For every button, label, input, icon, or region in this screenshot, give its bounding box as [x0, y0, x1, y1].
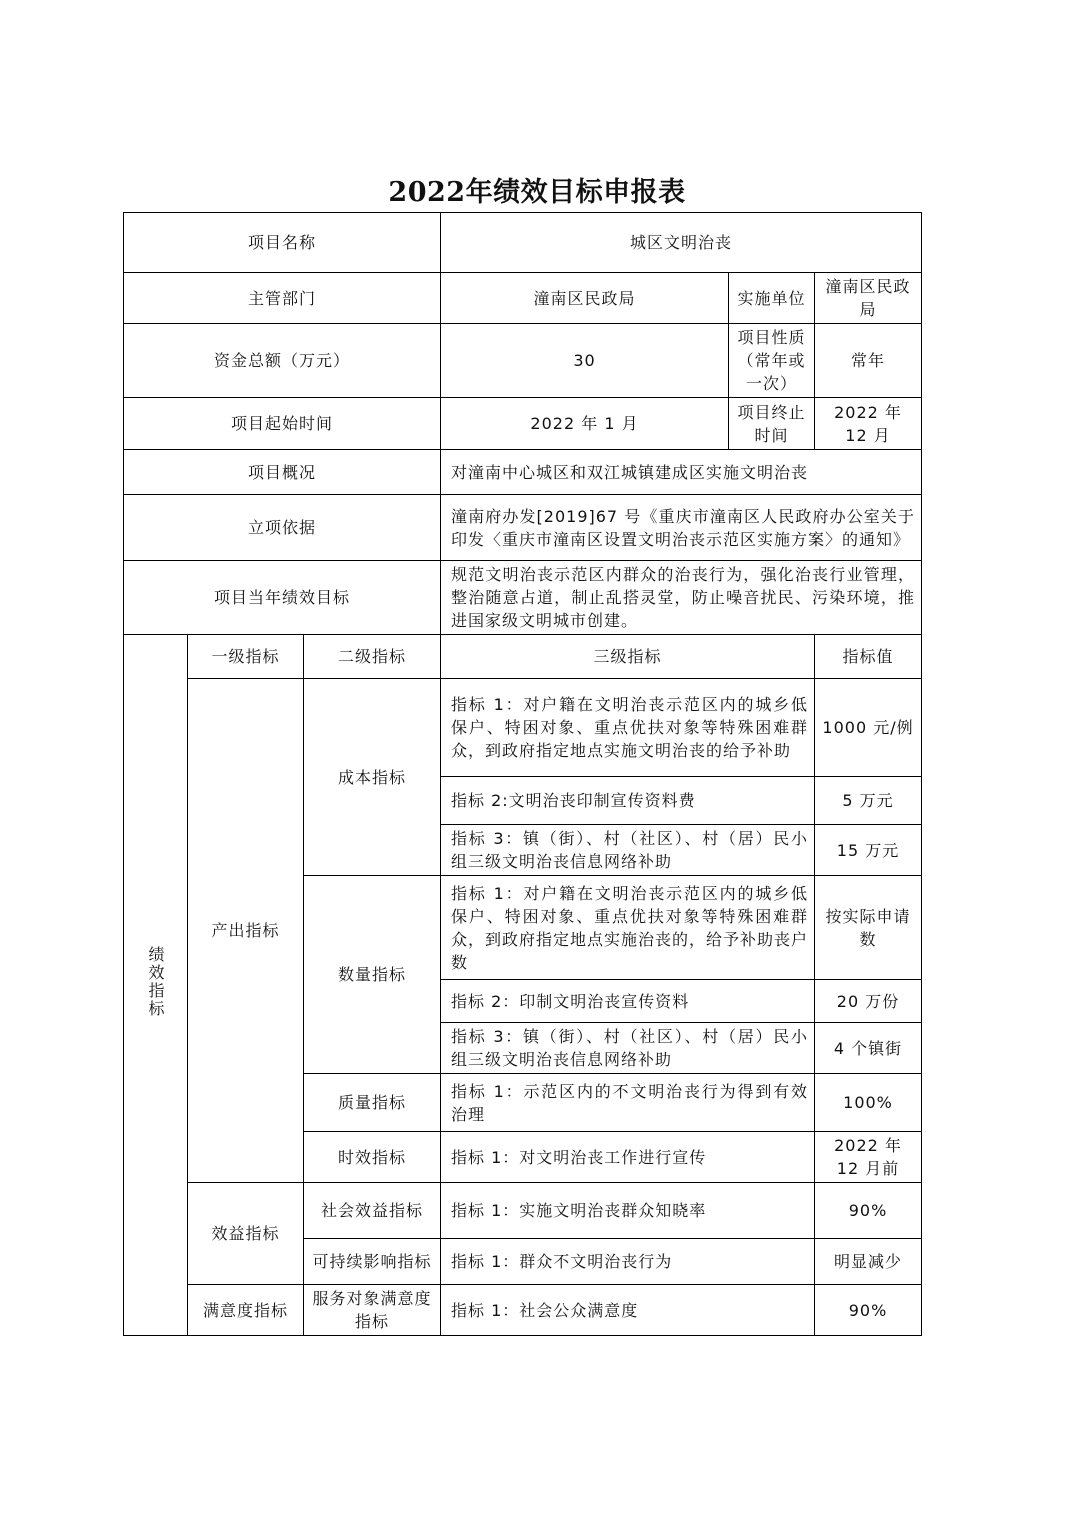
header-level3: 三级指标 — [441, 635, 815, 679]
header-value: 指标值 — [815, 635, 922, 679]
fund-value: 30 — [441, 324, 729, 398]
page-title: 2022年绩效目标申报表 — [388, 177, 686, 208]
indicator-desc: 指标 3：镇（街）、村（社区）、村（居）民小组三级文明治丧信息网络补助 — [441, 1023, 815, 1074]
project-name-label: 项目名称 — [124, 213, 441, 273]
indicator-value: 按实际申请数 — [815, 876, 922, 980]
performance-table — [123, 212, 922, 1336]
basis-label: 立项依据 — [124, 495, 441, 561]
indicator-value: 100% — [815, 1074, 922, 1132]
level1-satisfaction: 满意度指标 — [188, 1285, 304, 1336]
start-value: 2022 年 1 月 — [441, 398, 729, 450]
indicator-value: 明显减少 — [815, 1239, 922, 1285]
header-level2: 二级指标 — [304, 635, 441, 679]
level1-benefit: 效益指标 — [188, 1183, 304, 1285]
overview-label: 项目概况 — [124, 450, 441, 495]
start-label: 项目起始时间 — [124, 398, 441, 450]
impl-label: 实施单位 — [729, 273, 815, 324]
indicator-desc: 指标 1：社会公众满意度 — [441, 1285, 815, 1336]
indicator-desc: 指标 1：对户籍在文明治丧示范区内的城乡低保户、特困对象、重点优扶对象等特殊困难群众，到政府指定地点实施治丧的，给予补助丧户数 — [441, 876, 815, 980]
level2-quantity: 数量指标 — [304, 876, 441, 1074]
indicator-desc: 指标 1：示范区内的不文明治丧行为得到有效治理 — [441, 1074, 815, 1132]
indicator-desc: 指标 1：对文明治丧工作进行宣传 — [441, 1132, 815, 1183]
indicator-section-label: 绩效指标 — [124, 635, 188, 1336]
level2-cost: 成本指标 — [304, 679, 441, 876]
indicator-desc: 指标 3：镇（街）、村（社区）、村（居）民小组三级文明治丧信息网络补助 — [441, 825, 815, 876]
level2-timeliness: 时效指标 — [304, 1132, 441, 1183]
overview-value: 对潼南中心城区和双江城镇建成区实施文明治丧 — [441, 450, 922, 495]
level1-output: 产出指标 — [188, 679, 304, 1183]
indicator-value: 15 万元 — [815, 825, 922, 876]
indicator-value: 2022 年 12 月前 — [815, 1132, 922, 1183]
header-level1: 一级指标 — [188, 635, 304, 679]
nature-label: 项目性质（常年或一次） — [729, 324, 815, 398]
level2-quality: 质量指标 — [304, 1074, 441, 1132]
end-label: 项目终止时间 — [729, 398, 815, 450]
indicator-desc: 指标 1：群众不文明治丧行为 — [441, 1239, 815, 1285]
indicator-value: 90% — [815, 1285, 922, 1336]
dept-value: 潼南区民政局 — [441, 273, 729, 324]
goal-value: 规范文明治丧示范区内群众的治丧行为，强化治丧行业管理，整治随意占道，制止乱搭灵堂，防止噪音扰民、污染环境，推进国家级文明城市创建。 — [441, 561, 922, 635]
indicator-value: 1000 元/例 — [815, 679, 922, 777]
level2-social: 社会效益指标 — [304, 1183, 441, 1239]
indicator-value: 20 万份 — [815, 980, 922, 1023]
basis-value: 潼南府办发[2019]67 号《重庆市潼南区人民政府办公室关于印发〈重庆市潼南区设置文明治丧示范区实施方案〉的通知》 — [441, 495, 922, 561]
impl-value: 潼南区民政局 — [815, 273, 922, 324]
indicator-desc: 指标 1：对户籍在文明治丧示范区内的城乡低保户、特困对象、重点优扶对象等特殊困难群众，到政府指定地点实施文明治丧的给予补助 — [441, 679, 815, 777]
performance-table-wrapper — [123, 212, 921, 1336]
indicator-desc: 指标 2:文明治丧印制宣传资料费 — [441, 777, 815, 825]
fund-label: 资金总额（万元） — [124, 324, 441, 398]
indicator-value: 5 万元 — [815, 777, 922, 825]
project-name-value: 城区文明治丧 — [441, 213, 922, 273]
indicator-desc: 指标 2：印制文明治丧宣传资料 — [441, 980, 815, 1023]
goal-label: 项目当年绩效目标 — [124, 561, 441, 635]
level2-sustain: 可持续影响指标 — [304, 1239, 441, 1285]
indicator-value: 4 个镇街 — [815, 1023, 922, 1074]
indicator-value: 90% — [815, 1183, 922, 1239]
nature-value: 常年 — [815, 324, 922, 398]
end-value: 2022 年 12 月 — [815, 398, 922, 450]
indicator-desc: 指标 1：实施文明治丧群众知晓率 — [441, 1183, 815, 1239]
dept-label: 主管部门 — [124, 273, 441, 324]
level2-service: 服务对象满意度指标 — [304, 1285, 441, 1336]
